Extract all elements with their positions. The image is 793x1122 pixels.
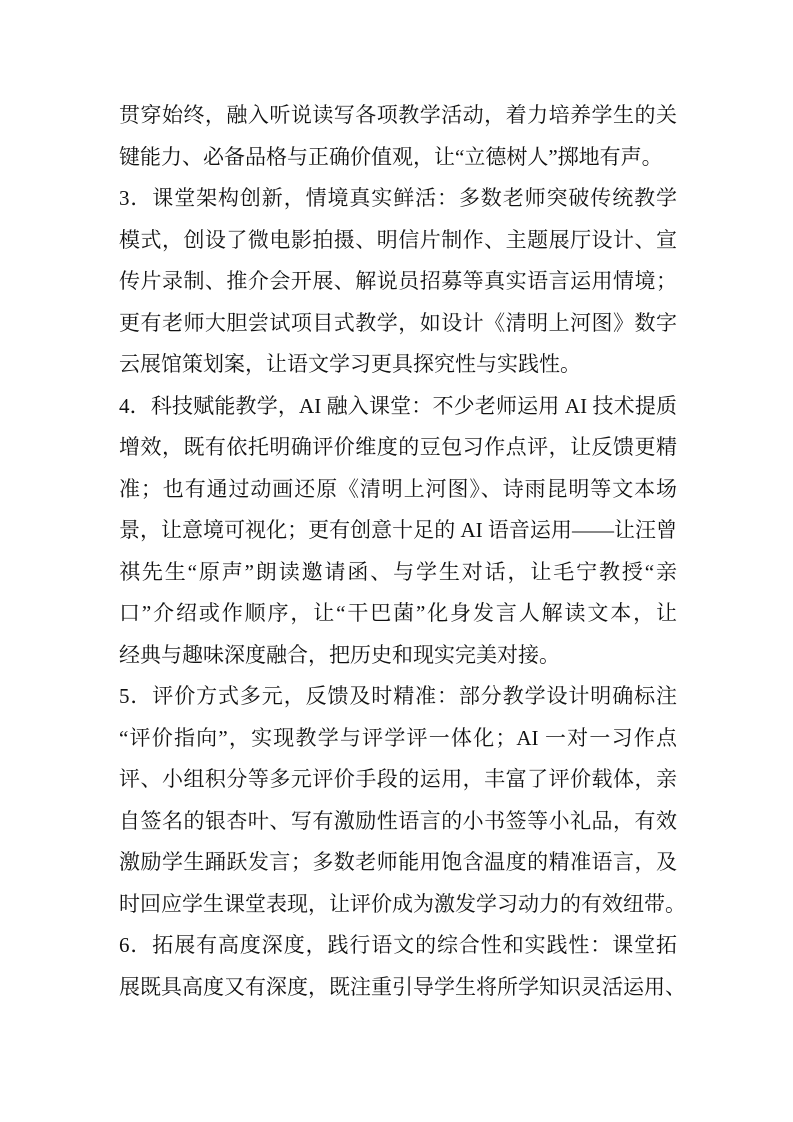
document-text-block [119,95,686,1008]
text-line: 增效，既有依托明确评价维度的豆包习作点评，让反馈更精 [119,435,677,459]
text-line: 贯穿始终，融入听说读写各项教学活动，着力培养学生的关 [119,103,677,127]
text-line: 模式，创设了微电影拍摄、明信片制作、主题展厅设计、宣 [119,227,677,252]
text-line: 展既具高度又有深度，既注重引导学生将所学知识灵活运用、 [119,974,686,999]
text-line: 键能力、必备品格与正确价值观，让“立德树人”掷地有声。 [119,144,663,169]
text-line: 3．课堂架构创新，情境真实鲜活：多数老师突破传统教学 [119,186,677,210]
text-line: 经典与趣味深度融合，把历史和现实完美对接。 [119,642,560,667]
text-line: 景，让意境可视化；更有创意十足的 AI 语音运用——让汪曾 [119,518,677,542]
text-line: 传片录制、推介会开展、解说员招募等真实语言运用情境； [119,269,677,293]
paragraph [119,178,677,386]
text-line: 更有老师大胆尝试项目式教学，如设计《清明上河图》数字 [119,310,677,335]
text-line: “评价指向”，实现教学与评学评一体化；AI 一对一习作点 [119,725,677,750]
paragraph [119,386,677,677]
text-line: 祺先生“原声”朗读邀请函、与学生对话，让毛宁教授“亲 [119,559,677,584]
text-line: 6．拓展有高度深度，践行语文的综合性和实践性：课堂拓 [119,933,677,957]
paragraph [119,676,686,925]
text-line: 评、小组积分等多元评价手段的运用，丰富了评价载体，亲 [119,767,677,791]
text-line: 自签名的银杏叶、写有激励性语言的小书签等小礼品，有效 [119,808,677,833]
paragraph [119,95,677,178]
text-line: 5．评价方式多元，反馈及时精准：部分教学设计明确标注 [119,684,677,708]
text-line: 时回应学生课堂表现，让评价成为激发学习动力的有效纽带。 [119,891,686,916]
text-line: 激励学生踊跃发言；多数老师能用饱含温度的精准语言，及 [119,850,677,874]
paragraph [119,925,686,1008]
text-line: 口”介绍或作顺序，让“干巴菌”化身发言人解读文本，让 [119,601,677,625]
text-line: 云展馆策划案，让语文学习更具探究性与实践性。 [119,352,581,376]
text-line: 准；也有通过动画还原《清明上河图》、诗雨昆明等文本场 [119,476,677,501]
text-line: 4．科技赋能教学，AI 融入课堂：不少老师运用 AI 技术提质 [119,393,677,418]
